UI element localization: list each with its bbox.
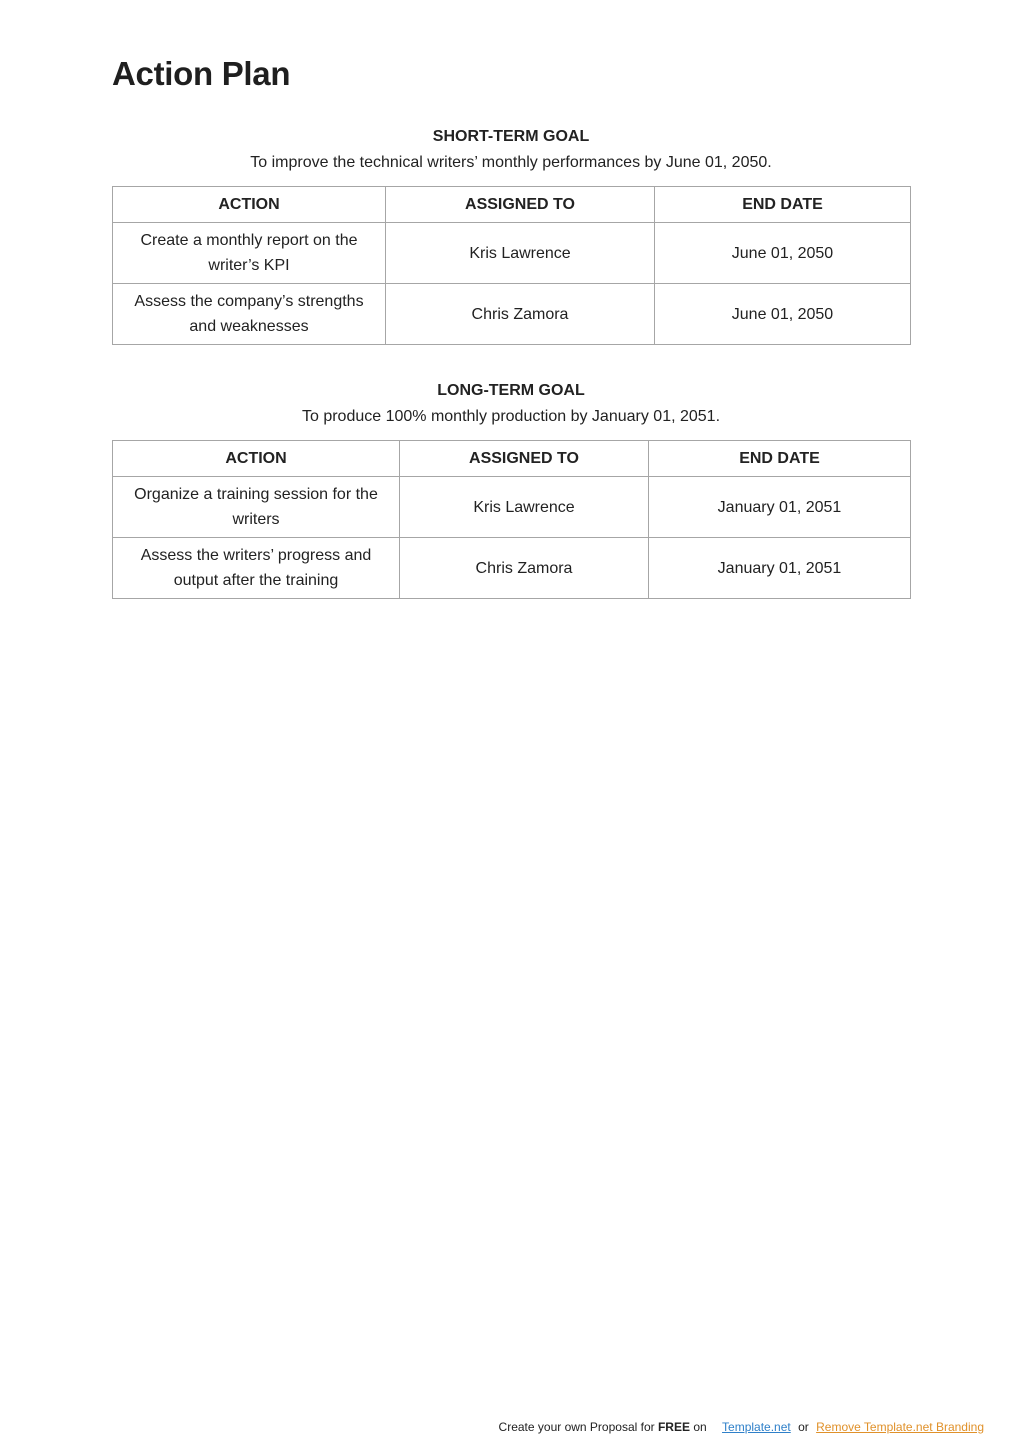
short-term-goal-description: To improve the technical writers’ monthly performances by June 01, 2050.: [250, 154, 772, 171]
long-term-action-table: [112, 440, 911, 599]
column-header-assigned-to: ASSIGNED TO: [386, 187, 655, 223]
action-cell: Assess the writers’ progress and output after the training: [113, 538, 400, 599]
column-header-action: ACTION: [113, 441, 400, 477]
long-term-goal-description: To produce 100% monthly production by January 01, 2051.: [301, 408, 721, 425]
table-row: [113, 477, 911, 538]
action-cell: Organize a training session for the writers: [113, 477, 400, 538]
assigned-to-cell: Chris Zamora: [400, 538, 649, 599]
page-title: Action Plan: [112, 55, 291, 92]
action-cell: Assess the company’s strengths and weaknesses: [113, 284, 386, 345]
column-header-assigned-to: ASSIGNED TO: [400, 441, 649, 477]
long-term-goal-section: [112, 379, 910, 599]
table-row: [113, 538, 911, 599]
table-row: [113, 223, 911, 284]
short-term-goal-heading: SHORT-TERM GOAL: [432, 128, 590, 145]
long-term-goal-heading: LONG-TERM GOAL: [437, 382, 585, 399]
short-term-goal-section: [112, 125, 910, 345]
assigned-to-cell: Kris Lawrence: [386, 223, 655, 284]
table-header-row: [113, 441, 911, 477]
end-date-cell: January 01, 2051: [649, 477, 911, 538]
end-date-cell: June 01, 2050: [655, 223, 911, 284]
end-date-cell: January 01, 2051: [649, 538, 911, 599]
short-term-action-table: [112, 186, 911, 345]
table-row: [113, 284, 911, 345]
remove-branding-link[interactable]: Remove Template.net Branding: [816, 1420, 984, 1434]
footer-free-text: FREE: [657, 1420, 690, 1434]
column-header-end-date: END DATE: [655, 187, 911, 223]
footer-prefix-text: Create your own Proposal for: [498, 1420, 658, 1434]
assigned-to-cell: Chris Zamora: [386, 284, 655, 345]
table-header-row: [113, 187, 911, 223]
footer-branding: [499, 1418, 984, 1436]
column-header-action: ACTION: [113, 187, 386, 223]
action-cell: Create a monthly report on the writer’s KPI: [113, 223, 386, 284]
end-date-cell: June 01, 2050: [655, 284, 911, 345]
footer-or-text: or: [798, 1420, 809, 1434]
footer-on-text: on: [693, 1420, 707, 1434]
template-net-link[interactable]: Template.net: [722, 1420, 791, 1434]
column-header-end-date: END DATE: [649, 441, 911, 477]
assigned-to-cell: Kris Lawrence: [400, 477, 649, 538]
